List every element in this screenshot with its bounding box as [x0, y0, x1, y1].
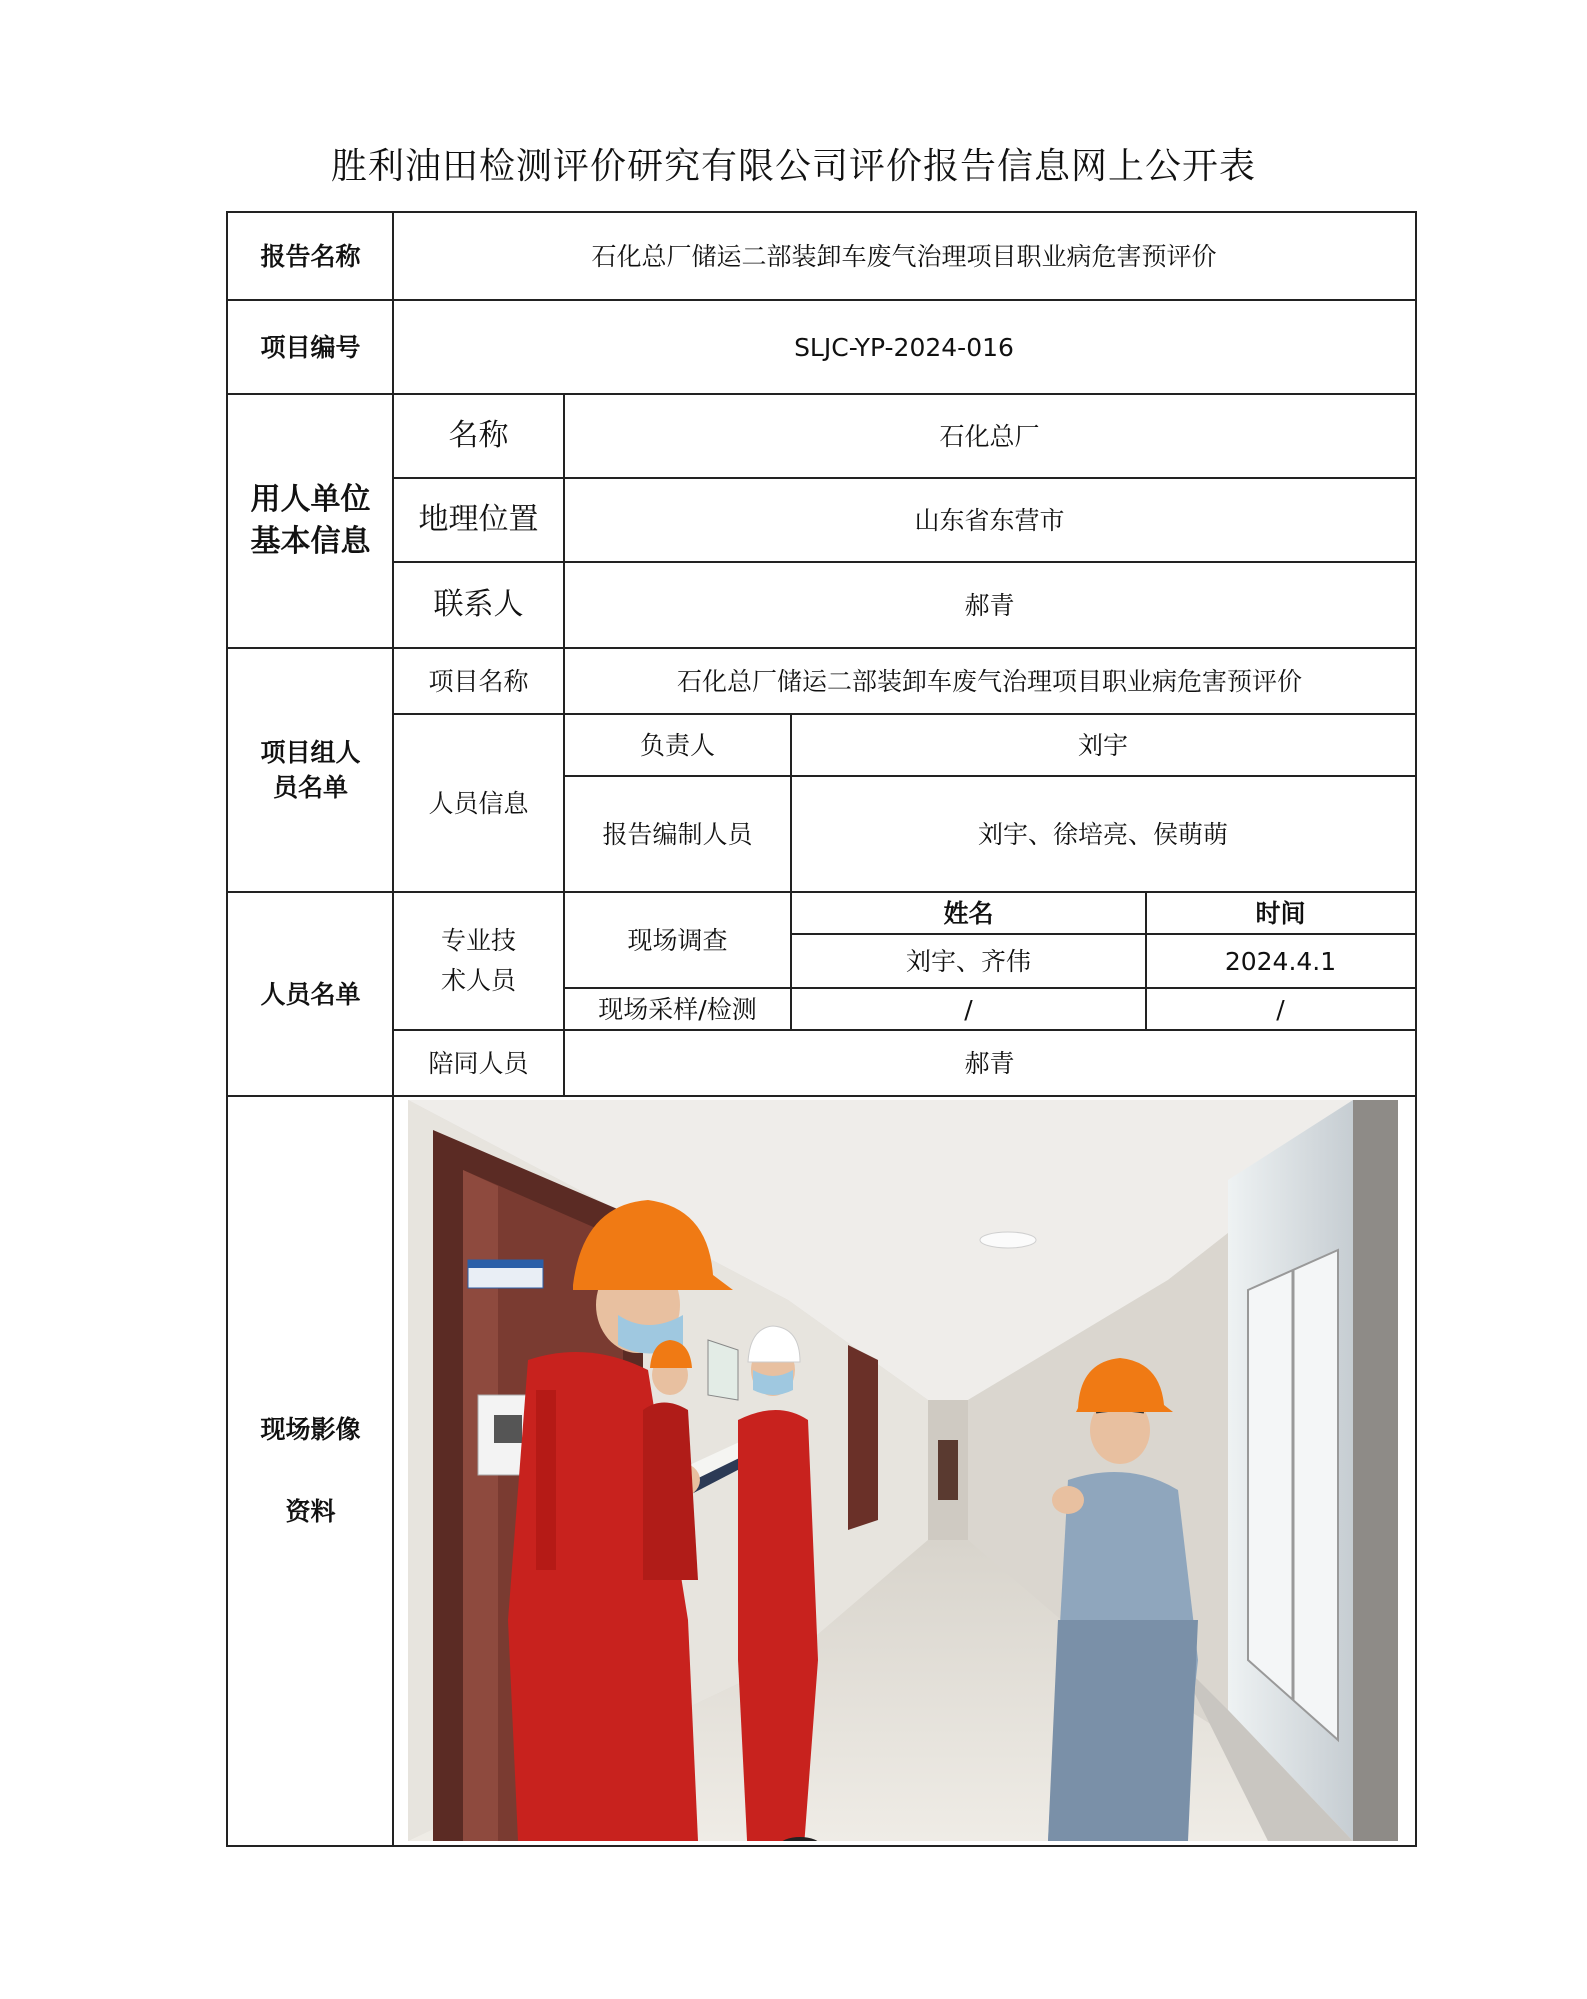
- employer-name-value: 石化总厂: [939, 421, 1040, 451]
- sampling-label: 现场采样/检测: [598, 994, 757, 1024]
- site-photo: [408, 1100, 1398, 1841]
- staff-section-label: 人员名单: [260, 979, 361, 1009]
- leader-value: 刘宇: [1077, 730, 1128, 760]
- project-number-label: 项目编号: [260, 332, 361, 362]
- survey-time: 2024.4.1: [1224, 946, 1337, 976]
- project-number-value: SLJC-YP-2024-016: [794, 332, 1014, 362]
- site-photo-illustration: [408, 1100, 1398, 1841]
- name-column-header: 姓名: [943, 898, 994, 928]
- employer-contact-value: 郝青: [964, 590, 1015, 620]
- employer-name-label: 名称: [448, 418, 509, 453]
- editors-label: 报告编制人员: [602, 819, 753, 849]
- sampling-time: /: [1276, 994, 1285, 1024]
- team-section-label: 项目组人员名单: [260, 738, 361, 802]
- escort-value: 郝青: [964, 1048, 1015, 1078]
- images-label-line-2: 资料: [285, 1497, 336, 1526]
- leader-label: 负责人: [639, 730, 715, 760]
- survey-names: 刘宇、齐伟: [905, 946, 1031, 976]
- report-name-label: 报告名称: [260, 241, 361, 271]
- escort-label: 陪同人员: [428, 1048, 529, 1078]
- editors-value: 刘宇、徐培亮、侯萌萌: [977, 819, 1228, 849]
- team-project-label: 项目名称: [428, 666, 529, 696]
- employer-section-label: 用人单位基本信息: [250, 482, 371, 559]
- employer-contact-label: 联系人: [433, 587, 524, 622]
- personnel-info-label: 人员信息: [428, 788, 529, 818]
- tech-staff-label: 专业技术人员: [440, 926, 516, 995]
- time-column-header: 时间: [1255, 898, 1306, 928]
- employer-location-value: 山东省东营市: [914, 505, 1065, 535]
- survey-label: 现场调查: [627, 925, 728, 955]
- images-section-label: [228, 1096, 393, 1846]
- sampling-names: /: [964, 994, 973, 1024]
- images-label-line-1: 现场影像: [260, 1414, 361, 1444]
- employer-location-label: 地理位置: [418, 502, 539, 537]
- document-title: 胜利油田检测评价研究有限公司评价报告信息网上公开表: [330, 146, 1256, 187]
- team-project-value: 石化总厂储运二部装卸车废气治理项目职业病危害预评价: [676, 666, 1302, 696]
- report-name-value: 石化总厂储运二部装卸车废气治理项目职业病危害预评价: [591, 241, 1217, 271]
